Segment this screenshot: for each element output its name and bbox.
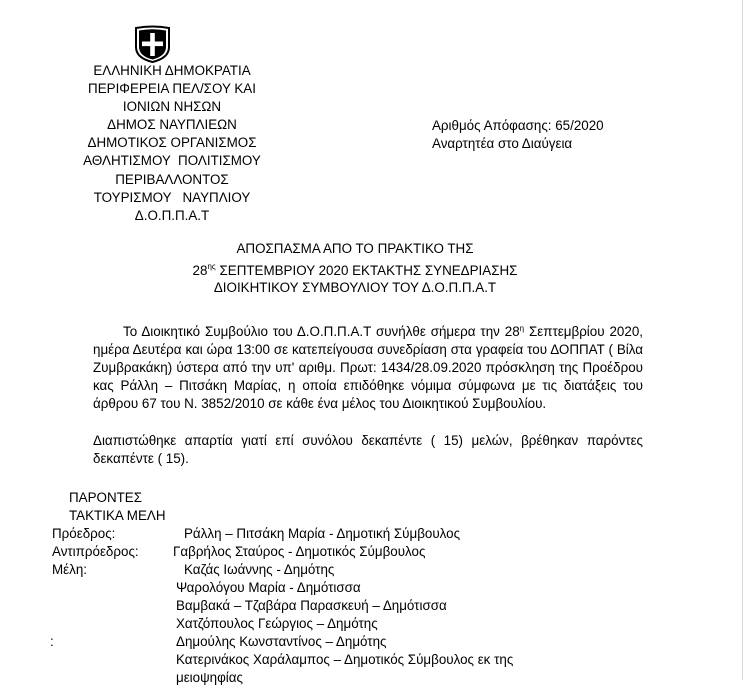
greek-coat-of-arms-icon bbox=[134, 25, 171, 63]
member-row bbox=[52, 651, 612, 669]
decision-number: Αριθμός Απόφασης: 65/2020 bbox=[432, 118, 604, 133]
issuer-line: Δ.Ο.Π.Π.Α.Τ bbox=[134, 207, 210, 223]
title-day-suffix: ης bbox=[207, 261, 216, 271]
member-row bbox=[52, 543, 612, 561]
member-name: Χατζόπουλος Γεώργιος – Δημότης bbox=[176, 616, 378, 631]
attendance-section bbox=[52, 489, 612, 687]
ordinal-suffix: η bbox=[519, 324, 525, 333]
member-row bbox=[52, 615, 612, 633]
member-name: Ράλλη – Πιτσάκη Μαρία - Δημοτική Σύμβουλος bbox=[184, 526, 461, 541]
issuer-line: ΕΛΛΗΝΙΚΗ ΔΗΜΟΚΡΑΤΙΑ bbox=[93, 63, 251, 78]
attendance-heading: ΠΑΡΟΝΤΕΣ bbox=[69, 490, 143, 505]
publication-note: Αναρτητέα στο Διαύγεια bbox=[432, 136, 573, 151]
member-role: Αντιπρόεδρος: bbox=[52, 544, 139, 559]
issuer-line: ΠΕΡΙΦΕΡΕΙΑ ΠΕΛ/ΣΟΥ ΚΑΙ bbox=[88, 81, 256, 97]
issuer-line: ΤΟΥΡΙΣΜΟΥ ΝΑΥΠΛΙΟΥ bbox=[93, 189, 251, 205]
body-paragraph-1: Το Διοικητικό Συμβούλιο του Δ.Ο.Π.Π.Α.Τ συνήλθε σήμερα την $28^\eta$ Σεπτεμβρίου 2020, ημέρα Δευτέρα και ώρα 13:00 σε κατεπείγουσα συνεδρίαση στα γραφεία του ΔΟΠΠΑΤ ( Βίλα Ζυμβρακάκη) ύστερα από την υπ' αριθμ. Πρωτ: 1434/28.09.2020 πρόσκληση της Προέδρου κας Ράλλη – Πιτσάκη Μαρίας, η οποία επιδόθηκε νόμιμα σύμφωνα με τις διατάξεις του άρθρου 67 του Ν. 3852/2010 σε κάθε ένα μέλος του Διοικητικού Συμβουλίου. bbox=[93, 324, 643, 411]
member-name: Δημούλης Κωνσταντίνος – Δημότης bbox=[176, 634, 387, 649]
issuer-line: ΔΗΜΟΤΙΚΟΣ ΟΡΓΑΝΙΣΜΟΣ bbox=[87, 135, 257, 151]
member-role: Μέλη: bbox=[52, 562, 87, 577]
member-row bbox=[52, 561, 612, 579]
title-line-2-rest: ΣΕΠΤΕΜΒΡΙΟΥ 2020 ΕΚΤΑΚΤΗΣ ΣΥΝΕΔΡΙΑΣΗΣ bbox=[215, 262, 518, 278]
issuer-line: ΑΘΛΗΤΙΣΜΟΥ ΠΟΛΙΤΙΣΜΟΥ bbox=[83, 153, 261, 169]
title-day: 28 bbox=[192, 262, 208, 278]
member-row bbox=[52, 669, 612, 687]
page-edge-line bbox=[742, 0, 743, 680]
member-name: Κατερινάκος Χαράλαμπος – Δημοτικός Σύμβουλος εκ της bbox=[176, 652, 514, 667]
member-row bbox=[52, 579, 612, 597]
title-line-3: ΔΙΟΙΚΗΤΙΚΟΥ ΣΥΜΒΟΥΛΙΟΥ ΤΟΥ Δ.Ο.Π.Π.Α.Τ bbox=[213, 280, 497, 295]
member-role: Πρόεδρος: bbox=[52, 526, 116, 541]
issuer-line: ΔΗΜΟΣ ΝΑΥΠΛΙΕΩΝ bbox=[107, 117, 237, 133]
body-paragraph-2: Διαπιστώθηκε απαρτία γιατί επί συνόλου δεκαπέντε ( 15) μελών, βρέθηκαν παρόντες δεκαπέντε ( 15). bbox=[93, 433, 643, 466]
decision-info bbox=[432, 117, 604, 153]
issuer-line: ΙΟΝΙΩΝ ΝΗΣΩΝ bbox=[122, 99, 222, 115]
member-name: Βαμβακά – Τζαβάρα Παρασκευή – Δημότισσα bbox=[176, 598, 447, 613]
document-title bbox=[120, 240, 590, 297]
member-row bbox=[52, 525, 612, 543]
issuer-block bbox=[52, 62, 292, 225]
member-name: Γαβρήλος Σταύρος - Δημοτικός Σύμβουλος bbox=[173, 544, 426, 559]
member-name: Καζάς Ιωάννης - Δημότης bbox=[184, 562, 335, 577]
member-row bbox=[52, 597, 612, 615]
member-name: μειοψηφίας bbox=[176, 670, 243, 685]
member-row bbox=[52, 633, 612, 651]
member-name: Ψαρολόγου Μαρία - Δημότισσα bbox=[176, 580, 361, 595]
issuer-line: ΠΕΡΙΒΑΛΛΟΝΤΟΣ bbox=[115, 171, 229, 187]
attendance-subheading: ΤΑΚΤΙΚΑ ΜΕΛΗ bbox=[69, 508, 166, 523]
member-role: : bbox=[50, 634, 54, 649]
title-line-1: ΑΠΟΣΠΑΣΜΑ ΑΠΟ ΤΟ ΠΡΑΚΤΙΚΟ ΤΗΣ bbox=[236, 241, 474, 256]
title-line-2 bbox=[120, 258, 590, 280]
